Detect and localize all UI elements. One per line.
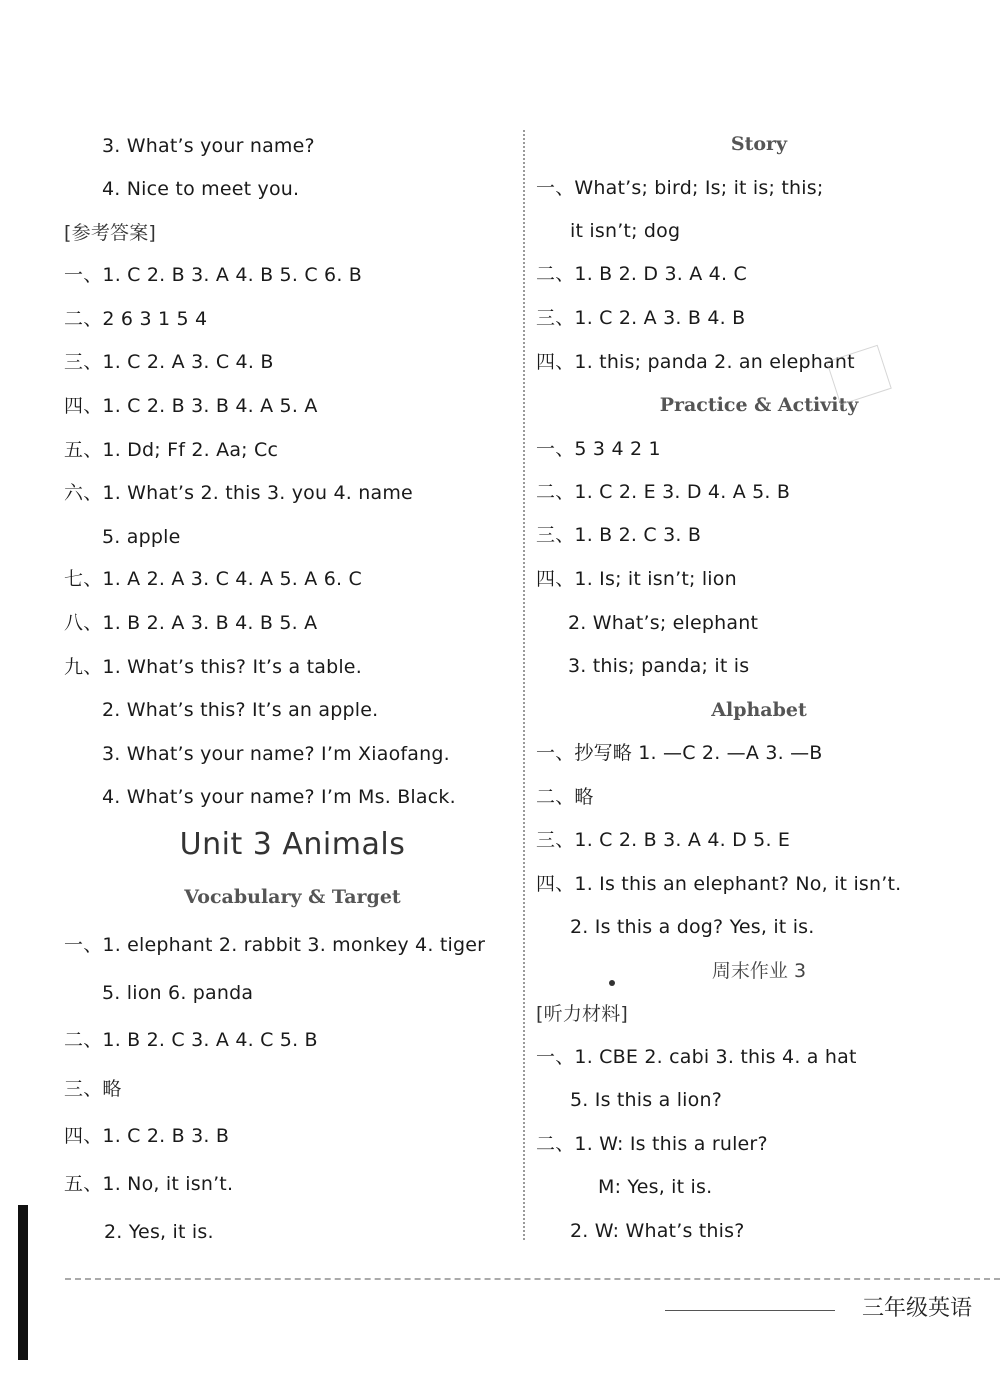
answer-line: 六、1. What’s 2. this 3. you 4. name <box>64 482 413 504</box>
answer-line: 3. What’s your name? I’m Xiaofang. <box>102 743 450 765</box>
answer-line: 2. What’s this? It’s an apple. <box>102 699 379 721</box>
answer-line: 二、1. W: Is this a ruler? <box>536 1133 768 1155</box>
column-divider <box>523 130 525 1240</box>
answer-line: 七、1. A 2. A 3. C 4. A 5. A 6. C <box>64 568 362 590</box>
answer-line: 三、1. C 2. B 3. A 4. D 5. E <box>536 829 791 851</box>
answer-line: 4. What’s your name? I’m Ms. Black. <box>102 786 456 808</box>
listening-materials-heading: [听力材料] <box>536 1003 629 1025</box>
bullet-dot <box>609 980 615 986</box>
answer-line: 三、1. C 2. A 3. C 4. B <box>64 351 274 373</box>
section-heading-story: Story <box>730 133 788 155</box>
reference-answers-heading: [参考答案] <box>64 222 157 244</box>
answer-line: 二、1. B 2. D 3. A 4. C <box>536 263 747 285</box>
footer-grade-label: 三年级英语 <box>862 1296 973 1321</box>
answer-line: 四、1. this; panda 2. an elephant <box>536 351 855 373</box>
answer-line: 一、What’s; bird; Is; it is; this; <box>536 177 824 199</box>
footer-dashed-rule <box>65 1278 1000 1280</box>
section-heading-practice: Practice & Activity <box>659 394 859 416</box>
answer-line: 二、1. B 2. C 3. A 4. C 5. B <box>64 1029 318 1051</box>
answer-line: 5. lion 6. panda <box>102 982 254 1004</box>
answer-line: 一、1. C 2. B 3. A 4. B 5. C 6. B <box>64 264 363 286</box>
section-heading-alphabet: Alphabet <box>711 699 807 721</box>
footer-rule <box>665 1310 835 1311</box>
answer-line: 四、1. C 2. B 3. B 4. A 5. A <box>64 395 318 417</box>
answer-line: 八、1. B 2. A 3. B 4. B 5. A <box>64 612 318 634</box>
answer-line: 三、1. C 2. A 3. B 4. B <box>536 307 746 329</box>
unit-title: Unit 3 Animals <box>179 827 406 862</box>
answer-line: 5. apple <box>102 526 181 548</box>
answer-line: 五、1. Dd; Ff 2. Aa; Cc <box>64 439 279 461</box>
answer-line: 2. Yes, it is. <box>104 1221 214 1243</box>
answer-line: 4. Nice to meet you. <box>102 178 300 200</box>
answer-line: 二、1. C 2. E 3. D 4. A 5. B <box>536 481 791 503</box>
answer-line: 一、1. elephant 2. rabbit 3. monkey 4. tiger <box>64 934 486 956</box>
answer-line: 3. What’s your name? <box>102 135 315 157</box>
answer-line: 五、1. No, it isn’t. <box>64 1173 234 1195</box>
answer-line: 2. W: What’s this? <box>570 1220 745 1242</box>
answer-line: 九、1. What’s this? It’s a table. <box>64 656 362 678</box>
answer-line: 二、2 6 3 1 5 4 <box>64 308 208 330</box>
section-heading-vocabulary: Vocabulary & Target <box>184 886 401 908</box>
answer-line: 一、5 3 4 2 1 <box>536 438 661 460</box>
answer-line: 3. this; panda; it is <box>568 655 750 677</box>
answer-line: 四、1. Is this an elephant? No, it isn’t. <box>536 873 902 895</box>
answer-line: 2. What’s; elephant <box>568 612 759 634</box>
answer-line: 5. Is this a lion? <box>570 1089 723 1111</box>
answer-line: 三、1. B 2. C 3. B <box>536 524 702 546</box>
section-heading-weekend: 周末作业 3 <box>711 960 807 982</box>
answer-line: M: Yes, it is. <box>598 1176 713 1198</box>
page-edge-mark <box>18 1205 28 1360</box>
answer-line: 四、1. C 2. B 3. B <box>64 1125 230 1147</box>
answer-line: 四、1. Is; it isn’t; lion <box>536 568 737 590</box>
answer-line: 一、抄写略 1. —C 2. —A 3. —B <box>536 742 823 764</box>
answer-line: 二、略 <box>536 786 594 808</box>
answer-line: 三、略 <box>64 1078 122 1100</box>
answer-line: 2. Is this a dog? Yes, it is. <box>570 916 815 938</box>
answer-line: 一、1. CBE 2. cabi 3. this 4. a hat <box>536 1046 857 1068</box>
answer-line: it isn’t; dog <box>570 220 681 242</box>
